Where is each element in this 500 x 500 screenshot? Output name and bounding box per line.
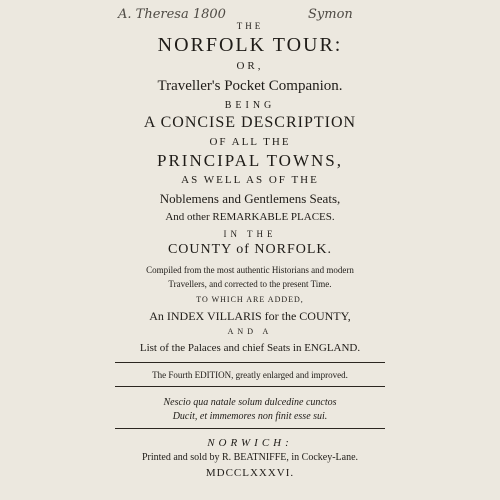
- to-which-added: TO WHICH ARE ADDED,: [196, 295, 304, 304]
- list-of-palaces: List of the Palaces and chief Seats in ENGLAND.: [139, 342, 361, 354]
- subtitle: Traveller's Pocket Companion.: [157, 78, 343, 94]
- rule-top: [115, 362, 385, 363]
- principal-towns: PRINCIPAL TOWNS,: [157, 151, 343, 170]
- imprint-date: MDCCLXXXVI.: [205, 467, 295, 479]
- county-of-norfolk: COUNTY of NORFOLK.: [167, 242, 333, 257]
- as-well-as: AS WELL AS OF THE: [181, 174, 319, 186]
- or-label: OR,: [236, 60, 264, 72]
- and-a-label: AND A: [227, 327, 273, 336]
- title-block: [115, 0, 385, 500]
- main-title: NORFOLK TOUR:: [157, 34, 343, 56]
- index-villaris: An INDEX VILLARIS for the COUNTY,: [149, 309, 351, 323]
- of-all-the: OF ALL THE: [209, 136, 291, 148]
- being-label: BEING: [224, 100, 276, 111]
- edition-note: The Fourth EDITION, greatly enlarged and improved.: [152, 370, 348, 380]
- in-the-label: IN THE: [223, 229, 277, 239]
- handwritten-surname: Symon: [308, 7, 353, 22]
- compiled-line-2: Travellers, and corrected to the present Time.: [168, 279, 332, 289]
- imprint-printer: Printed and sold by R. BEATNIFFE, in Cockey-Lane.: [141, 452, 359, 463]
- remarkable-places: And other REMARKABLE PLACES.: [165, 211, 335, 223]
- compiled-line-1: Compiled from the most authentic Historians and modern: [146, 265, 354, 275]
- rule-bottom: [115, 428, 385, 429]
- the-label: THE: [236, 21, 264, 31]
- imprint-place: NORWICH:: [207, 437, 293, 449]
- latin-motto-2: Ducit, et immemores non finit esse sui.: [172, 411, 328, 422]
- rule-middle: [115, 386, 385, 387]
- noblemens-seats: Noblemens and Gentlemens Seats,: [159, 191, 341, 206]
- concise-description: A CONCISE DESCRIPTION: [143, 114, 357, 131]
- handwritten-name-date: A. Theresa 1800: [118, 7, 226, 22]
- latin-motto-1: Nescio qua natale solum dulcedine cunctos: [163, 397, 337, 408]
